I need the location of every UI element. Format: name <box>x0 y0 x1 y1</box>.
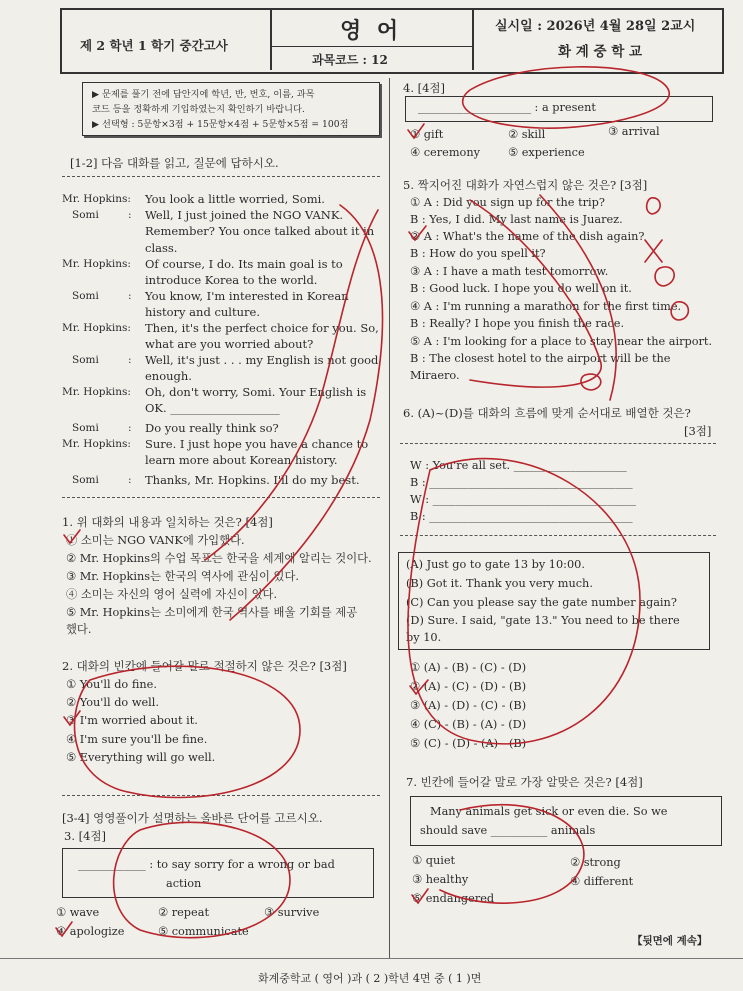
q6-line-w1: W : You're all set. ____________________ <box>410 459 627 472</box>
q1-option-5-cont: 했다. <box>66 623 92 636</box>
q2-option-3[interactable]: ③ I'm worried about it. <box>66 714 198 727</box>
q7-option-1[interactable]: ① quiet <box>412 854 456 867</box>
q4-option-2[interactable]: ② skill <box>508 128 546 141</box>
dialogue-line: Thanks, Mr. Hopkins. I'll do my best. <box>145 473 360 487</box>
q5-option-5-c: Miraero. <box>410 369 460 382</box>
q2-option-4[interactable]: ④ I'm sure you'll be fine. <box>66 733 208 746</box>
q4-definition: ____________________ : a present <box>418 101 596 114</box>
exam-page: 제 2 학년 1 학기 중간고사 영 어 과목코드 : 12 실시일 : 2026년 4월 28일 2교시 화 계 중 학 교 ▶ 문제를 풀기 전에 답안지에 학년, 반, 번호, 이름, 과목 코드 등을 정확하게 기입하였는지 확인하기 바랍니다. ▶ 선택형 : 5문항×3점 + 15문항×4점 + 5문항×5점 = 100점 [1-2] 다음 대화를 읽고, 질문에 답하시오. Mr. Hopkins: You look a little worried, Somi. Somi : Well, I just joined the NGO VANK. Remember? You once talked about it in class. Mr. Hopkins: Of course, I do. Its main goal is to introduce Korea to the world. Somi : You know, I'm interested in Korean history and culture. Mr. Hopkins: Then, it's the perfect choice for you. So, what are you worried about? Somi : Well, it's just . . . my English is not good enough. Mr. Hopkins: Oh, don't worry, Somi. Your English is OK. ___________________ Somi : Do you really think so? Mr. Hopkins: Sure. I just hope you have a chance to learn more about Korean history. Somi : Thanks, Mr. Hopkins. I'll do my best. 1. 위 대화의 내용과 일치하는 것은? [4점] ① 소미는 NGO VANK에 가입했다. ② Mr. Hopkins의 수업 목표는 한국을 세계에 알리는 것이다. ③ Mr. Hopkins는 한국의 역사에 관심이 있다. ④ 소미는 자신의 영어 실력에 자신이 있다. ⑤ Mr. Hopkins는 소미에게 한국 역사를 배울 기회를 제공 했다. 2. 대화의 빈칸에 들어갈 말로 적절하지 않은 것은? [3점] ① You'll do fine. ② You'll do well. ③ I'm worried about it. ④ I'm sure you'll be fine. ⑤ Everything will go well. [3-4] 영영풀이가 설명하는 올바른 단어를 고르시오. 3. [4점] ____________ : to say sorry for a wrong or bad action ① wave ② repeat ③ survive ④ apologize ⑤ communicate 4. [4점] ____________________ : a present ① gift ② skill ③ arrival ④ ceremony ⑤ experience 5. 짝지어진 대화가 자연스럽지 않은 것은? [3점] ① A : Did you sign up for the trip? B : Yes, I did. My last name is Juarez. ② A : What's the name of the dish again? B : How do you spell it? ③ A : I have a math test tomorrow. B : Good luck. I hope you do well on it. ④ A : I'm running a marathon for the first time. B : Really? I hope you finish the race. ⑤ A : I'm looking for a place to stay near the airport. B : The closest hotel to the airport will be the Miraero. 6. (A)~(D)를 대화의 흐름에 맞게 순서대로 배열한 것은? [3점] W : You're all set. ____________________ B : ____________________________________ W : ____________________________________ B : ____________________________________ (A) Just go to gate 13 by 10:00. (B) Got it. Thank you very much. (C) Can you please say the gate number again? (D) Sure. I said, "gate 13." You need to be there by 10. ① (A) - (B) - (C) - (D) ② (A) - (C) - (D) - (B) ③ (A) - (D) - (C) - (B) ④ (C) - (B) - (A) - (D) ⑤ (C) - (D) - (A) - (B) 7. 빈칸에 들어갈 말로 가장 알맞은 것은? [4점] Many animals get sick or even die. So we should save __________ animals ① quiet ② strong ③ healthy ④ different ⑤ endangered 【뒷면에 계속】 화계중학교 ( 영어 )과 ( 2 )학년 4면 중 ( 1 )면 <box>0 0 743 991</box>
q3-definition-box <box>62 848 374 898</box>
q3-option-3[interactable]: ③ survive <box>264 906 320 919</box>
dialogue-line: introduce Korea to the world. <box>145 273 318 287</box>
q1-option-2[interactable]: ② Mr. Hopkins의 수업 목표는 한국을 세계에 알리는 것이다. <box>66 552 372 565</box>
dialogue-line: history and culture. <box>145 305 260 319</box>
speaker: Mr. Hopkins: <box>62 322 131 334</box>
q5-option-1-b: B : Yes, I did. My last name is Juarez. <box>410 213 623 226</box>
q2-option-5[interactable]: ⑤ Everything will go well. <box>66 751 216 764</box>
q2-stem: 2. 대화의 빈칸에 들어갈 말로 적절하지 않은 것은? [3점] <box>62 659 347 673</box>
footer-text: 화계중학교 ( 영어 )과 ( 2 )학년 4면 중 ( 1 )면 <box>258 972 482 985</box>
q7-option-2[interactable]: ② strong <box>570 856 621 869</box>
dialogue-line: Do you really think so? <box>145 421 279 435</box>
q6-option-5[interactable]: ⑤ (C) - (D) - (A) - (B) <box>410 737 527 750</box>
q4-label: 4. [4점] <box>403 81 446 95</box>
dialogue-line: OK. ___________________ <box>145 401 280 415</box>
q3-label: 3. [4점] <box>64 829 107 843</box>
dialogue-line: class. <box>145 241 178 255</box>
q6-sentence-d: (D) Sure. I said, "gate 13." You need to be there <box>406 614 680 627</box>
dialogue-line: Well, I just joined the NGO VANK. <box>145 208 344 222</box>
q5-option-1[interactable]: ① A : Did you sign up for the trip? <box>410 196 605 209</box>
speaker: Mr. Hopkins: <box>62 386 131 398</box>
dialogue-line: Then, it's the perfect choice for you. So, <box>145 321 379 335</box>
subject-code: 과목코드 : 12 <box>312 53 388 67</box>
q7-option-5[interactable]: ⑤ endangered <box>412 892 495 905</box>
school-name: 화 계 중 학 교 <box>558 44 643 60</box>
q6-sentence-d-cont: by 10. <box>406 631 442 644</box>
q3-definition-cont: action <box>166 877 202 890</box>
dialogue-line: what are you worried about? <box>145 337 314 351</box>
dialogue-line: Sure. I just hope you have a chance to <box>145 437 369 451</box>
q5-option-2[interactable]: ② A : What's the name of the dish again? <box>410 230 645 243</box>
q1-option-5[interactable]: ⑤ Mr. Hopkins는 소미에게 한국 역사를 배울 기회를 제공 <box>66 606 358 619</box>
q5-stem: 5. 짝지어진 대화가 자연스럽지 않은 것은? [3점] <box>403 178 648 192</box>
q5-option-3-b: B : Good luck. I hope you do well on it. <box>410 282 632 295</box>
subject-title: 영 어 <box>340 18 403 44</box>
q6-line-b2: B : ____________________________________ <box>410 510 633 523</box>
section-3-4-instruction: [3-4] 영영풀이가 설명하는 올바른 단어를 고르시오. <box>62 811 323 825</box>
speaker: Mr. Hopkins: <box>62 258 131 270</box>
q4-option-3[interactable]: ③ arrival <box>608 125 660 138</box>
q6-option-1[interactable]: ① (A) - (B) - (C) - (D) <box>410 661 527 674</box>
q5-option-2-b: B : How do you spell it? <box>410 247 546 260</box>
q7-passage-1: Many animals get sick or even die. So we <box>430 805 668 818</box>
q7-option-3[interactable]: ③ healthy <box>412 873 469 886</box>
dialogue-line: Of course, I do. Its main goal is to <box>145 257 343 271</box>
q5-option-5[interactable]: ⑤ A : I'm looking for a place to stay near the airport. <box>410 335 713 348</box>
notice-line-3: ▶ 선택형 : 5문항×3점 + 15문항×4점 + 5문항×5점 = 100점 <box>92 119 349 130</box>
q6-option-2[interactable]: ② (A) - (C) - (D) - (B) <box>410 680 527 693</box>
q3-option-2[interactable]: ② repeat <box>158 906 209 919</box>
q6-sentence-b: (B) Got it. Thank you very much. <box>406 577 593 590</box>
q3-option-1[interactable]: ① wave <box>56 906 100 919</box>
q1-option-4[interactable]: ④ 소미는 자신의 영어 실력에 자신이 있다. <box>66 588 278 601</box>
dialogue-line: Well, it's just . . . my English is not good <box>145 353 379 367</box>
q6-stem: 6. (A)~(D)를 대화의 흐름에 맞게 순서대로 배열한 것은? <box>403 406 691 420</box>
q4-option-4[interactable]: ④ ceremony <box>410 146 480 159</box>
dialogue-line: You look a little worried, Somi. <box>145 192 325 206</box>
q2-option-1[interactable]: ① You'll do fine. <box>66 678 157 691</box>
q7-passage-2: should save __________ animals <box>420 824 596 837</box>
q4-option-5[interactable]: ⑤ experience <box>508 146 585 159</box>
q5-option-4[interactable]: ④ A : I'm running a marathon for the first time. <box>410 300 682 313</box>
q2-option-2[interactable]: ② You'll do well. <box>66 696 159 709</box>
q3-option-4[interactable]: ④ apologize <box>56 925 125 938</box>
q1-option-3[interactable]: ③ Mr. Hopkins는 한국의 역사에 관심이 있다. <box>66 570 299 583</box>
continue-label: 【뒷면에 계속】 <box>632 935 708 947</box>
q6-option-3[interactable]: ③ (A) - (D) - (C) - (B) <box>410 699 527 712</box>
dialogue-line: Remember? You once talked about it in <box>145 224 375 238</box>
q7-passage-box <box>410 796 722 846</box>
dialogue-line: Oh, don't worry, Somi. Your English is <box>145 385 367 399</box>
q5-option-5-b: B : The closest hotel to the airport will be the <box>410 352 671 365</box>
q4-option-1[interactable]: ① gift <box>410 128 444 141</box>
notice-line-1: ▶ 문제를 풀기 전에 답안지에 학년, 반, 번호, 이름, 과목 <box>92 89 315 100</box>
q1-stem: 1. 위 대화의 내용과 일치하는 것은? [4점] <box>62 515 273 529</box>
q7-option-4[interactable]: ④ different <box>570 875 634 888</box>
q6-sentence-a: (A) Just go to gate 13 by 10:00. <box>406 558 585 571</box>
q6-points: [3점] <box>684 424 712 438</box>
exam-title: 제 2 학년 1 학기 중간고사 <box>80 38 228 53</box>
exam-date: 실시일 : 2026년 4월 28일 2교시 <box>495 19 696 34</box>
dialogue-line: enough. <box>145 369 192 383</box>
notice-line-2: 코드 등을 정확하게 기입하였는지 확인하기 바랍니다. <box>92 104 305 115</box>
q5-option-3[interactable]: ③ A : I have a math test tomorrow. <box>410 265 609 278</box>
q6-line-w2: W : ____________________________________ <box>410 493 636 506</box>
q5-option-4-b: B : Really? I hope you finish the race. <box>410 317 625 330</box>
q6-option-4[interactable]: ④ (C) - (B) - (A) - (D) <box>410 718 527 731</box>
speaker: Mr. Hopkins: <box>62 193 131 205</box>
q3-definition: ____________ : to say sorry for a wrong or bad <box>78 858 335 871</box>
speaker: Mr. Hopkins: <box>62 438 131 450</box>
q3-option-5[interactable]: ⑤ communicate <box>158 925 249 938</box>
section-1-2-instruction: [1-2] 다음 대화를 읽고, 질문에 답하시오. <box>70 156 279 170</box>
dialogue-line: learn more about Korean history. <box>145 453 338 467</box>
q7-stem: 7. 빈칸에 들어갈 말로 가장 알맞은 것은? [4점] <box>406 775 643 789</box>
q6-line-b1: B : ____________________________________ <box>410 476 633 489</box>
dialogue-line: You know, I'm interested in Korean <box>145 289 349 303</box>
q6-sentence-c: (C) Can you please say the gate number again? <box>406 596 677 609</box>
q1-option-1[interactable]: ① 소미는 NGO VANK에 가입했다. <box>66 534 245 547</box>
